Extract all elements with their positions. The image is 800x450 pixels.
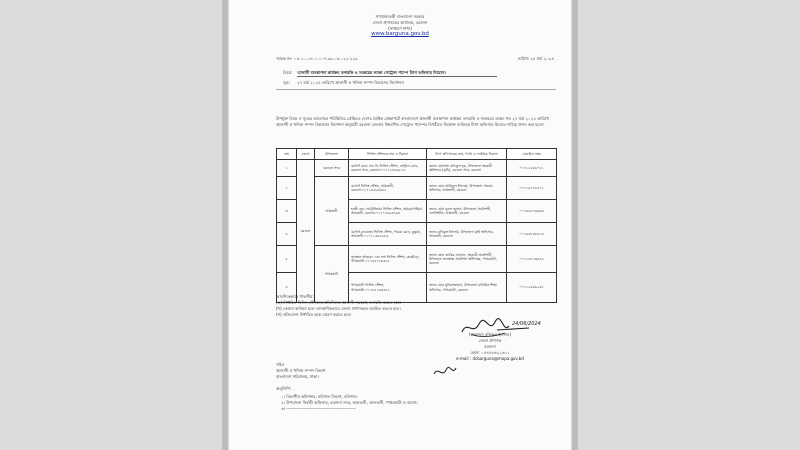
header-cell-district: জেলা	[297, 149, 315, 160]
cell-upazila: বরগুনা সদর	[315, 160, 349, 177]
cell-station: মেসার্স নেওয়াজ ফিলিং স্টেশন, পায়রা রোড, কুকুয়া, আমতলী-০১৭১১৩৫৯৫৮৬	[349, 223, 427, 246]
signer-office: বরগুনা	[484, 344, 496, 349]
header-line1: গণপ্রজাতন্ত্রী বাংলাদেশ সরকার	[375, 14, 425, 19]
cell-mobile: ০১৭১২৪৫৬০৮১	[507, 160, 557, 177]
reference-label: সূত্র:	[283, 80, 290, 85]
cell-upazila: পাথরঘাটা	[315, 246, 349, 303]
copy-label: অনুলিপি:	[276, 386, 292, 391]
cell-station: হাজী এন্ড পেট্রোলিয়াম ফিলিং স্টেশন, আমড়াগাছিয়া, আমতলী, বরগুনা-০১৭০৫৬৬৪৭৯৪	[349, 200, 427, 223]
cell-officer: জনাব মোঃ মুনিরুজ্জামান, উপজেলা মাধ্যমিক শিক্ষা অফিসার, পাথরঘাটা, বরগুনা	[427, 273, 507, 303]
cell-station: সুলতান আহমেদ এন্ড সন্স ফিলিং স্টেশন, কাকচিড়া, পাথরঘাটা-০১৭৪৫৭৮৬৩২৫	[349, 246, 427, 273]
header-cell-mobile: মোবাইল নম্বর	[507, 149, 557, 160]
initial-signature	[432, 364, 458, 380]
cell-mobile: ০১৭১২৬৪৬২৫৮	[507, 273, 557, 303]
cell-sl: ১	[277, 160, 297, 177]
cell-officer: জনাব মোঃ নূরুল হাসান, উপজেলা প্রকৌশলী, এলজিইডি, আমতলী, বরগুনা	[427, 200, 507, 223]
cell-mobile: ০১৭১৫৮২৩৬৭৯	[507, 246, 557, 273]
header-cell-sl: ক্রম	[277, 149, 297, 160]
cell-sl: ৫	[277, 246, 297, 273]
viewer-left-margin	[0, 0, 228, 450]
instruction-item: (খ) কোনো অনিয়ম হলে তাৎক্ষণিকভাবে জেলা প্রশাসককে অবহিত করতে হবে।	[276, 306, 401, 311]
website-link[interactable]: www.barguna.gov.bd	[371, 31, 429, 37]
cell-station: মেসার্স রোড এন্ড ডি ফিলিং স্টেশন, সেন্ট্রাল রোড, বরগুনা সদর, বরগুনা-০১৭১২৪৪৬৮২৫	[349, 160, 427, 177]
signer-phone: ফোন: ০৪৪৮৮৬২২৩০১	[470, 350, 510, 355]
subject-text: জ্বালানী ব্যবস্থাপনা কার্যক্রম তদারকি ও সমন্বয়ের লক্ষ্যে পেট্রোল পাম্পে ট্যাগ অফিসার নিয়োগ।	[297, 70, 446, 75]
recipient-line: জ্বালানী ও খনিজ সম্পদ বিভাগ	[276, 368, 326, 373]
header-line2: জেলা প্রশাসকের কার্যালয়, বরগুনা	[372, 20, 428, 25]
cell-sl: ২	[277, 177, 297, 200]
cell-station: পাথরঘাটা ফিলিং স্টেশন, পাথরঘাটা-০১৭৪৫১৩৩৫৪২	[349, 273, 427, 303]
recipient-line: বাংলাদেশ সচিবালয়, ঢাকা।	[276, 374, 319, 379]
tag-officer-table	[276, 148, 557, 303]
cell-mobile: ০১৭১৯৭৭৪৫০২	[507, 177, 557, 200]
instruction-item: (ক) নির্ধারিত ফিলিং স্টেশনের প্রতিদিনের জ্বালানী সরবরাহ তদারকি করতে হবে।	[276, 300, 402, 305]
copy-item: ২। উপজেলা নির্বাহী অফিসার, বরগুনা সদর, আমতলী, তালতলী, পাথরঘাটা ও বামনা।	[281, 400, 418, 405]
cell-mobile: ০১৭৪৫৮৭৩৬৬৩	[507, 200, 557, 223]
signature-date: 24/06/2024	[512, 321, 541, 327]
copy-item: ৩। ------------------------------------------------	[281, 406, 356, 411]
header-cell-station: ফিলিং স্টেশনের নাম ও ঠিকানা	[349, 149, 427, 160]
header-cell-upazila: উপজেলা	[315, 149, 349, 160]
instructions-title: আবশ্যিকভাবে পালনীয়:	[276, 294, 314, 299]
body-paragraph: উপর্যুক্ত বিষয় ও সূত্রের আলোকে পরিস্থিতির প্রেক্ষিতে দেশের বৈশ্বিক প্রেক্ষাপটে বাংলাদেশে জ্বালানী ব্যবস্থাপনা কার্যক্রম তদারকি ও সমন্বয়ের লক্ষ্যে গত ২৭ মার্চ ২০২৪ তারিখে জ্বালানী ও খনিজ সম্পদ বিভাগের নির্দেশনা অনুযায়ী বরগুনা জেলার নিম্নবর্ণিত পেট্রোল পাম্পের বিপরীতে নিম্নোক্ত ব্যক্তিকে ট্যাগ অফিসার হিসেবে দায়িত্ব প্রদান করা হলো:	[276, 116, 549, 127]
header-cell-officer: ট্যাগ অফিসারের নাম, পদবি ও দাপ্তরিক ঠিকানা	[427, 149, 507, 160]
document-page	[229, 0, 571, 450]
cell-officer: জনাব মোহাম্মদ রফিকুল হক, উপজেলা সহকারী কমিশনার (ভূমি), বরগুনা সদর, বরগুনা	[427, 160, 507, 177]
cell-officer: জনাব মোঃ জাকির হোসেন, সহকারী প্রকৌশলী, উপজেলা জনস্বাস্থ্য প্রকৌশল অধিদপ্তর, পাথরঘাটা, বরগুনা	[427, 246, 507, 273]
cell-station: মেসার্স ফিলিং স্টেশন, আমতলী, বরগুনা-০১৭১৪৫৮৬৩৫২	[349, 177, 427, 200]
cell-mobile: ০১৭৬৫৮৪৮৯১৩	[507, 223, 557, 246]
memo-date: তারিখ: ২৪ মার্চ ২০২৪	[517, 56, 554, 61]
copy-item: ১। বিভাগীয় কমিশনার, বরিশাল বিভাগ, বরিশাল।	[281, 394, 358, 399]
cell-sl: ৬	[277, 273, 297, 303]
cell-sl: ৪	[277, 223, 297, 246]
cell-upazila: আমতলী	[315, 177, 349, 246]
viewer-right-margin	[572, 0, 800, 450]
divider	[276, 89, 556, 90]
table-row	[277, 177, 557, 200]
reference-text: ২৭ মার্চ ২০২৪ তারিখে জ্বালানী ও খনিজ সম্পদ বিভাগের নির্দেশনা।	[297, 80, 405, 85]
subject-underline	[297, 76, 497, 77]
signer-email: e-mail : dcbarguna@mopa.gov.bd	[456, 356, 524, 361]
table-row	[277, 246, 557, 273]
cell-sl: ৩	[277, 200, 297, 223]
cell-district: বরগুনা	[297, 160, 315, 303]
recipient-line: সচিব	[276, 362, 285, 367]
signer-name: (মোহাম্মদ রফিকুল ইসলাম)	[468, 332, 512, 337]
signer-title: জেলা প্রশাসক	[478, 338, 502, 343]
memo-number: স্মারক নং- ০৫.১০.০৪০০.১০৭.৩৯.০৩০.২২-২২৯	[276, 56, 358, 61]
subject-label: বিষয়:	[283, 70, 293, 75]
cell-officer: জনাব রফিকুল ইসলাম, উপজেলা কৃষি অফিসার, আমতলী, বরগুনা	[427, 223, 507, 246]
header-line3: (সাধারণ শাখা)	[388, 26, 412, 31]
cell-officer: জনাব মোঃ আরিফুল ইসলাম, উপজেলা সমবায় অফিসার, আমতলী, বরগুনা	[427, 177, 507, 200]
table-row	[277, 160, 557, 177]
instruction-item: (গ) প্রতিবেদন নির্ধারিত ছকে প্রেরণ করতে হবে।	[276, 312, 352, 317]
